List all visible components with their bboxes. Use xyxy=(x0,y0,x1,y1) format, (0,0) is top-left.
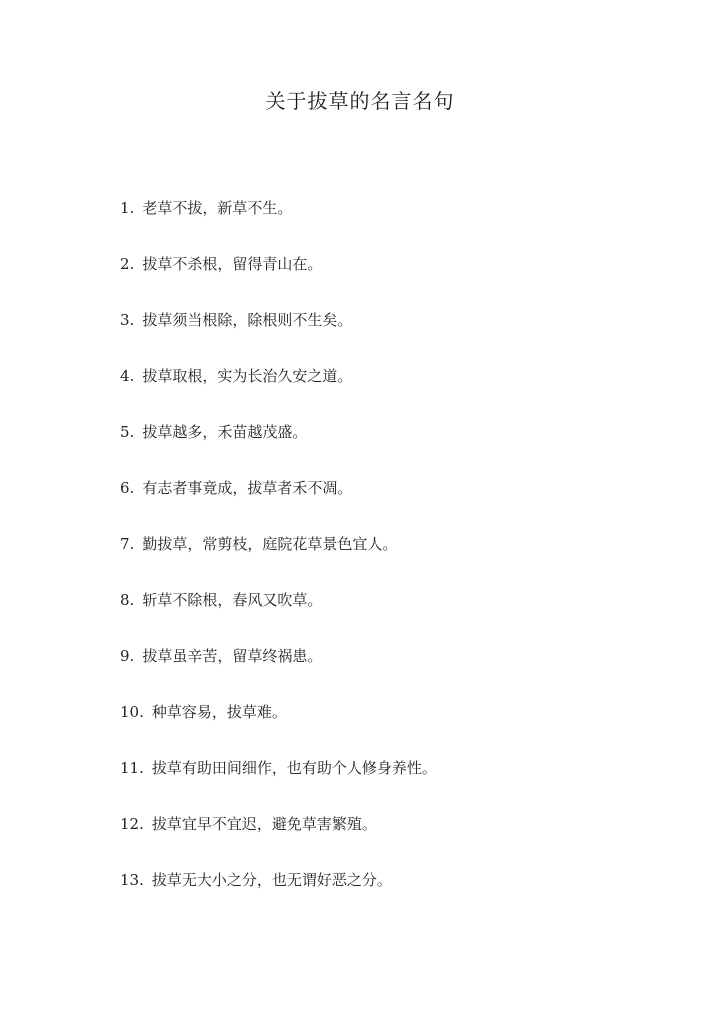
item-text: 拔草虽辛苦，留草终祸患。 xyxy=(142,647,323,665)
item-number: 5. xyxy=(120,423,135,441)
item-number: 6. xyxy=(120,479,135,497)
list-item xyxy=(120,248,680,304)
list-item xyxy=(120,192,680,248)
item-text: 勤拔草，常剪枝，庭院花草景色宜人。 xyxy=(142,535,398,553)
item-number: 3. xyxy=(120,311,135,329)
quote-list xyxy=(120,192,680,920)
list-item xyxy=(120,640,680,696)
list-item xyxy=(120,416,680,472)
item-text: 拔草无大小之分，也无谓好恶之分。 xyxy=(151,871,392,889)
item-number: 11. xyxy=(120,759,144,777)
item-text: 拔草宜早不宜迟，避免草害繁殖。 xyxy=(151,815,377,833)
item-text: 拔草不杀根，留得青山在。 xyxy=(142,255,323,273)
item-text: 拔草越多，禾苗越茂盛。 xyxy=(142,423,308,441)
item-text: 有志者事竟成，拔草者禾不凋。 xyxy=(142,479,353,497)
item-number: 1. xyxy=(120,199,135,217)
item-text: 拔草取根，实为长治久安之道。 xyxy=(142,367,353,385)
item-number: 2. xyxy=(120,255,135,273)
item-number: 10. xyxy=(120,703,144,721)
list-item xyxy=(120,864,680,920)
item-number: 13. xyxy=(120,871,144,889)
item-number: 8. xyxy=(120,591,135,609)
item-number: 4. xyxy=(120,367,135,385)
list-item xyxy=(120,808,680,864)
item-number: 7. xyxy=(120,535,135,553)
item-text: 斩草不除根，春风又吹草。 xyxy=(142,591,323,609)
item-text: 老草不拔，新草不生。 xyxy=(142,199,293,217)
list-item xyxy=(120,304,680,360)
list-item xyxy=(120,472,680,528)
page-title: 关于拔草的名言名句 xyxy=(265,89,455,113)
list-item xyxy=(120,696,680,752)
list-item xyxy=(120,752,680,808)
item-text: 种草容易，拔草难。 xyxy=(151,703,287,721)
list-item xyxy=(120,584,680,640)
list-item xyxy=(120,528,680,584)
item-number: 9. xyxy=(120,647,135,665)
item-text: 拔草有助田间细作，也有助个人修身养性。 xyxy=(151,759,437,777)
list-item xyxy=(120,360,680,416)
item-text: 拔草须当根除，除根则不生矣。 xyxy=(142,311,353,329)
item-number: 12. xyxy=(120,815,144,833)
